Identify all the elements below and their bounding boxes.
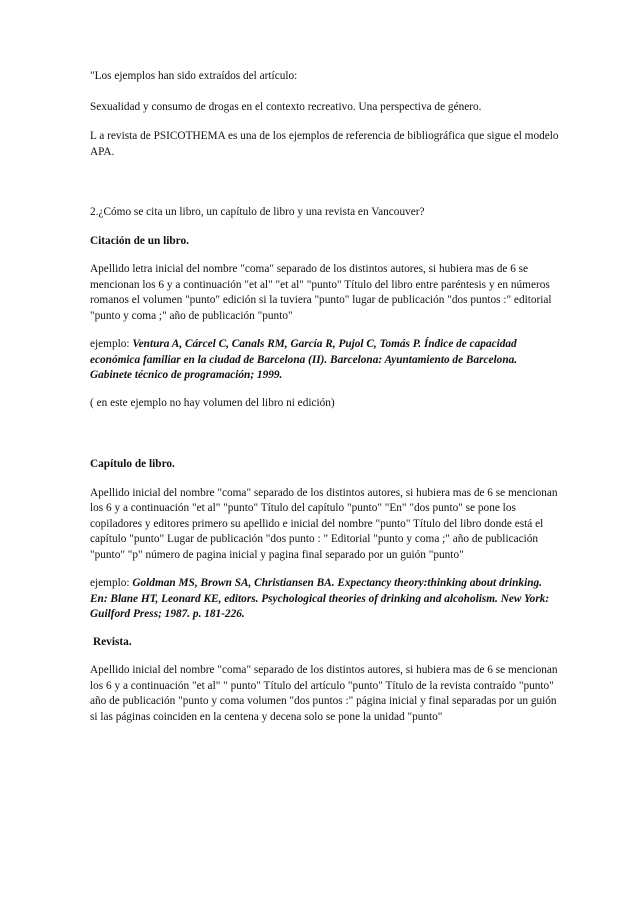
libro-example-label: ejemplo: xyxy=(90,338,130,350)
libro-example-paragraph xyxy=(90,337,560,384)
document-body xyxy=(90,69,560,725)
capitulo-example-citation: Goldman MS, Brown SA, Christiansen BA. Expectancy theory:thinking about drinking. En: Blane HT, Leonard KE, editors. Psychological theories of drinking and alcoholism. New York: Guilford Press; 1987. p. 181-226. xyxy=(90,577,550,620)
revista-heading: Revista. xyxy=(93,635,132,648)
capitulo-body: Apellido inicial del nombre "coma" separado de los distintos autores, si hubiera mas de 6 se mencionan los 6 y a continuación "et al" "punto" Título del capítulo "punto" "En" "dos punto" se pone los copiladores y editores primero su apellido e inicial del nombre "punto" Título del libro donde está el capítulo "punto" Lugar de publicación "dos punto : " Editorial "punto y coma ;" año de publicación "punto" "p" número de pagina inicial y pagina final separado por un guión "punto" xyxy=(90,486,558,561)
libro-note: ( en este ejemplo no hay volumen del libro ni edición) xyxy=(90,396,335,409)
capitulo-heading: Capítulo de libro. xyxy=(90,458,175,470)
capitulo-example-label: ejemplo: xyxy=(90,577,130,589)
question-2: 2.¿Cómo se cita un libro, un capítulo de libro y una revista en Vancouver? xyxy=(90,206,425,218)
article-title: Sexualidad y consumo de drogas en el contexto recreativo. Una perspectiva de género. xyxy=(90,100,482,113)
psicothema-note: L a revista de PSICOTHEMA es una de los ejemplos de referencia de bibliográfica que sigue el modelo APA. xyxy=(90,130,559,158)
capitulo-example-paragraph xyxy=(90,576,560,623)
intro-line: "Los ejemplos han sido extraídos del artículo: xyxy=(90,70,298,82)
libro-body: Apellido letra inicial del nombre "coma" separado de los distintos autores, si hubiera mas de 6 se mencionan los 6 y a continuación "et al" "et al" "punto" Título del libro entre paréntesis y en números romanos el volumen "punto" edición si la tuviera "punto" lugar de publicación "dos puntos :" editorial "punto y coma ;" año de publicación "punto" xyxy=(90,263,552,322)
libro-heading: Citación de un libro. xyxy=(90,234,189,247)
revista-body: Apellido inicial del nombre "coma" separado de los distintos autores, si hubiera mas de 6 se mencionan los 6 y a continuación "et al" " punto" Título del artículo "punto" Título de la revista contraído "punto" año de publicación "punto y coma volumen "dos puntos :" página inicial y final separadas por un guión si las páginas coinciden en la centena y decena solo se pone la unidad "punto" xyxy=(90,664,558,723)
libro-example-citation: Ventura A, Cárcel C, Canals RM, García R, Pujol C, Tomás P. Índice de capacidad económica familiar en la ciudad de Barcelona (II). Barcelona: Ayuntamiento de Barcelona. Gabinete técnico de programación; 1999. xyxy=(90,338,518,381)
